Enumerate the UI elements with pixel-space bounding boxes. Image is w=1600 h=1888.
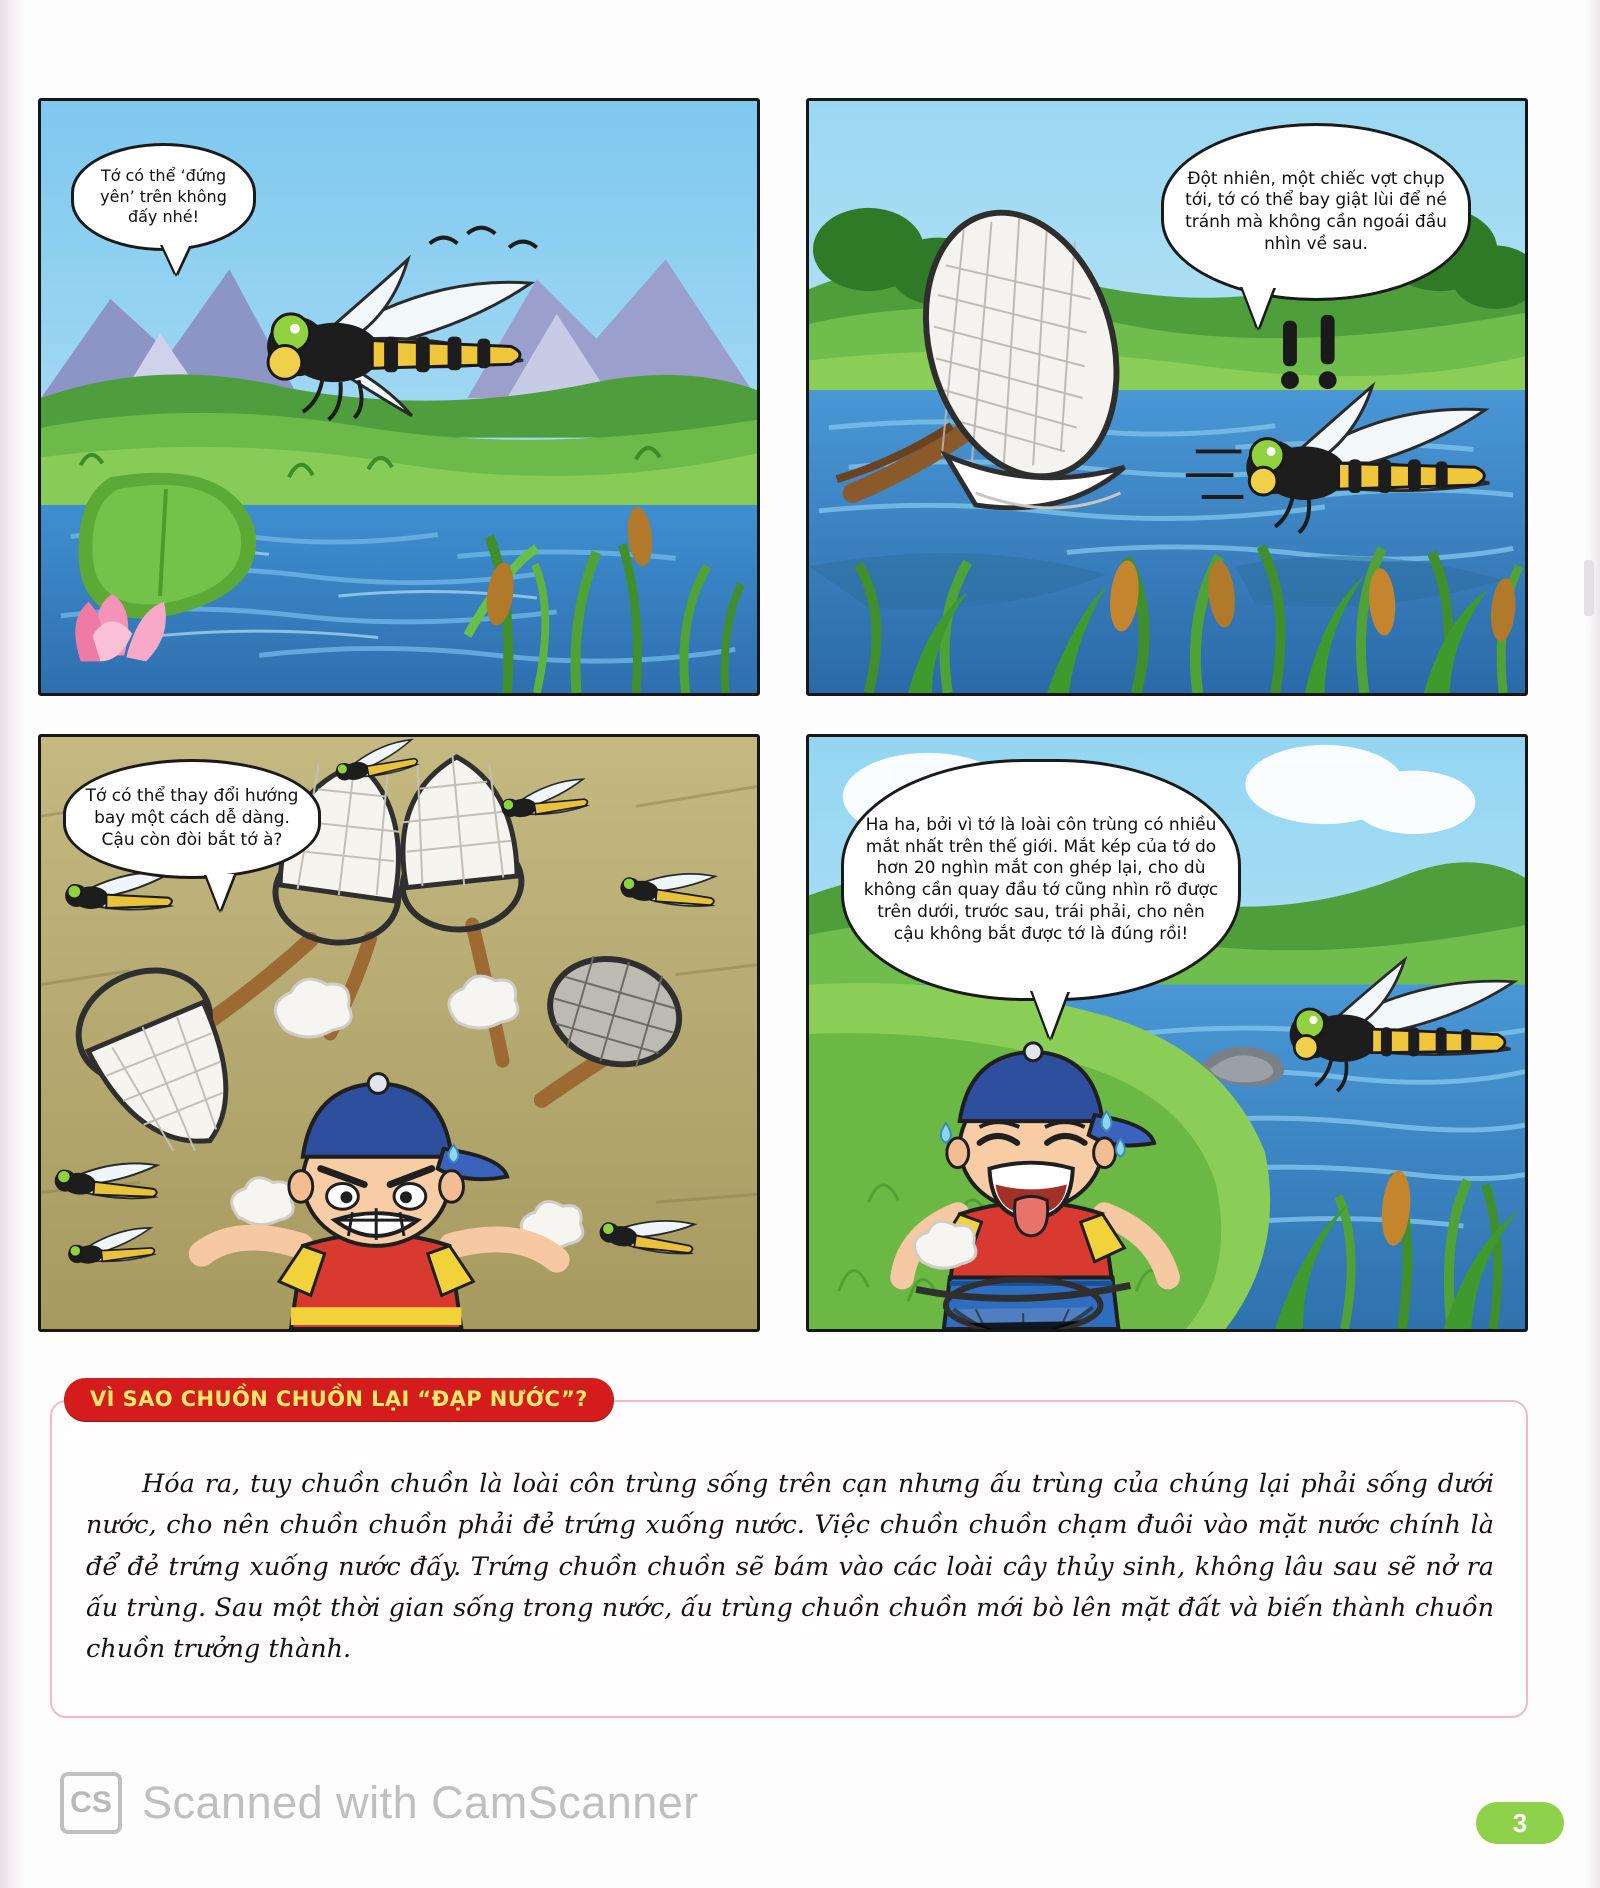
info-box	[50, 1387, 1528, 1718]
speech-bubble-panel-3	[63, 759, 321, 879]
speech-bubble-panel-2	[1161, 123, 1471, 301]
comic-panel-2	[806, 98, 1528, 696]
comic-grid	[38, 98, 1528, 1336]
speech-bubble-panel-4	[841, 759, 1241, 1001]
speech-bubble-tail	[1242, 286, 1274, 328]
speech-bubble-panel-4-text: Ha ha, bởi vì tớ là loài côn trùng có nhiều mắt nhất trên thế giới. Mắt kép của tớ do hơn 20 nghìn mắt con ghép lại, cho dù không cần quay đầu tớ cũng nhìn rõ được trên dưới, trước sau, trái phải, cho nên cậu không bắt được tớ là đúng rồi!	[863, 814, 1219, 944]
speech-bubble-panel-2-text: Đột nhiên, một chiếc vợt chụp tới, tớ có thể bay giật lùi để né tránh mà không cần ngoái đầu nhìn về sau.	[1185, 168, 1447, 254]
camscanner-text: Scanned with CamScanner	[142, 1777, 699, 1828]
speech-bubble-tail	[206, 874, 234, 910]
comic-panel-3	[38, 734, 760, 1332]
speech-bubble-tail	[1032, 990, 1068, 1038]
comic-panel-4	[806, 734, 1528, 1332]
scan-corner-mark	[1584, 560, 1594, 616]
speech-bubble-panel-1	[71, 143, 256, 251]
speech-bubble-tail	[162, 244, 190, 274]
comic-panel-1	[38, 98, 760, 696]
camscanner-badge: CS	[60, 1772, 122, 1834]
info-box-body: Hóa ra, tuy chuồn chuồn là loài côn trùng sống trên cạn nhưng ấu trùng của chúng lại phải sống dưới nước, cho nên chuồn chuồn phải đẻ trứng xuống nước. Việc chuồn chuồn chạm đuôi vào mặt nước chính là để đẻ trứng xuống nước đấy. Trứng chuồn chuồn sẽ bám vào các loài cây thủy sinh, không lâu sau sẽ nở ra ấu trùng. Sau một thời gian sống trong nước, ấu trùng chuồn chuồn mới bò lên mặt đất và biến thành chuồn chuồn trưởng thành.	[86, 1469, 1494, 1665]
camscanner-watermark	[60, 1772, 699, 1834]
page-number-badge: 3	[1476, 1802, 1564, 1844]
speech-bubble-panel-1-text: Tớ có thể ‘đứng yên’ trên không đấy nhé!	[100, 166, 227, 227]
info-box-heading: VÌ SAO CHUỒN CHUỒN LẠI “ĐẠP NƯỚC”?	[64, 1378, 614, 1421]
scan-edge-left	[0, 0, 26, 1888]
scan-edge-right	[1584, 0, 1600, 1888]
speech-bubble-panel-3-text: Tớ có thể thay đổi hướng bay một cách dễ dàng. Cậu còn đòi bắt tớ à?	[85, 786, 299, 850]
